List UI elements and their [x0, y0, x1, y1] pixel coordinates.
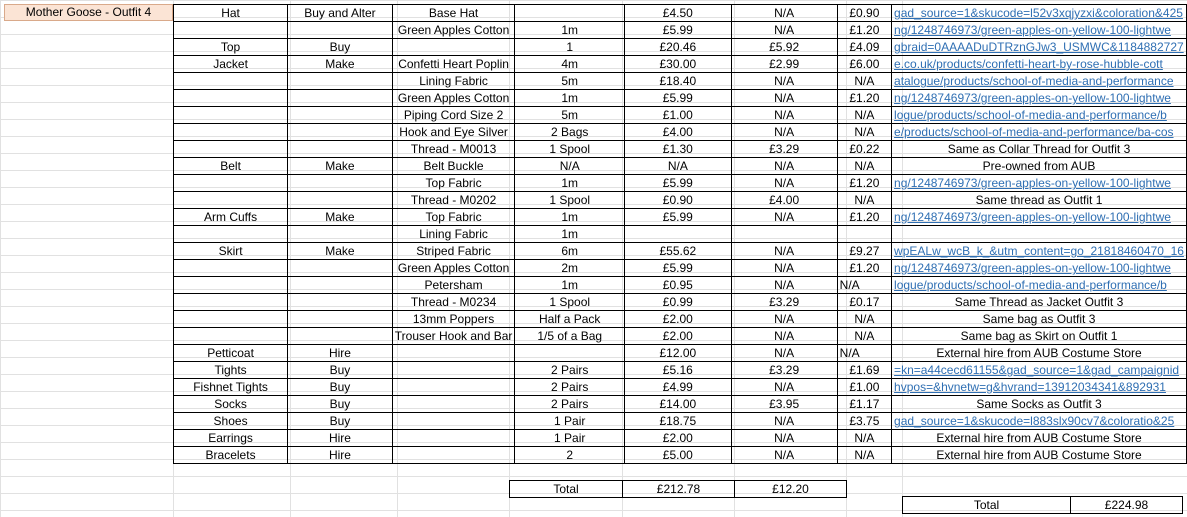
cost-cell[interactable]: £4.00 [625, 124, 732, 141]
cost-cell[interactable]: £0.99 [625, 294, 732, 311]
source-cell[interactable]: ng/1248746973/green-apples-on-yellow-100-lightwe [892, 175, 1187, 192]
item-cell[interactable] [174, 311, 288, 328]
source-cell[interactable]: logue/products/school-of-media-and-performance/b [892, 277, 1187, 294]
postage-cell[interactable]: £3.29 [731, 362, 837, 379]
source-cell[interactable]: Same bag as Skirt on Outfit 1 [892, 328, 1187, 345]
per-unit-cell[interactable]: N/A [837, 277, 891, 294]
quantity-cell[interactable]: 2 Bags [515, 124, 625, 141]
quantity-cell[interactable]: 1m [515, 209, 625, 226]
table-row [174, 294, 1187, 311]
material-cell[interactable]: Lining Fabric [392, 73, 515, 90]
table-row [174, 192, 1187, 209]
per-unit-cell[interactable]: N/A [837, 73, 891, 90]
method-cell[interactable]: Make [288, 209, 393, 226]
material-cell[interactable] [392, 345, 515, 362]
cost-cell[interactable]: £0.90 [625, 192, 732, 209]
table-row [174, 141, 1187, 158]
postage-cell[interactable]: N/A [731, 73, 837, 90]
quantity-cell[interactable]: 2 Pairs [515, 362, 625, 379]
table-row [174, 158, 1187, 175]
per-unit-cell[interactable]: N/A [837, 328, 891, 345]
item-cell[interactable]: Skirt [174, 243, 288, 260]
postage-cell[interactable]: N/A [731, 124, 837, 141]
table-row [174, 311, 1187, 328]
source-cell[interactable]: Same as Collar Thread for Outfit 3 [892, 141, 1187, 158]
source-cell[interactable]: 25&gad_source=1&skucode=l883slx90cv7&coloratio [892, 413, 1187, 430]
item-cell[interactable]: Hat [174, 5, 288, 22]
source-cell[interactable]: ng/1248746973/green-apples-on-yellow-100-lightwe [892, 90, 1187, 107]
source-cell[interactable]: kn=a44cecd61155&gad_source=1&gad_campaignid= [892, 362, 1187, 379]
source-cell[interactable]: Same Thread as Jacket Outfit 3 [892, 294, 1187, 311]
table-row [174, 243, 1187, 260]
item-cell[interactable]: Jacket [174, 56, 288, 73]
per-unit-cell[interactable]: £0.22 [837, 141, 891, 158]
method-cell[interactable] [288, 73, 393, 90]
material-cell[interactable]: 13mm Poppers [392, 311, 515, 328]
method-cell[interactable] [288, 124, 393, 141]
method-cell[interactable] [288, 107, 393, 124]
per-unit-cell[interactable]: £1.00 [837, 379, 891, 396]
source-cell[interactable] [892, 226, 1187, 243]
quantity-cell[interactable]: 1 Pair [515, 413, 625, 430]
postage-cell[interactable]: N/A [731, 328, 837, 345]
cost-cell[interactable]: £20.46 [625, 39, 732, 56]
method-cell[interactable]: Make [288, 56, 393, 73]
table-row [174, 73, 1187, 90]
subtotal-cost[interactable]: £212.78 [623, 481, 735, 498]
per-unit-cell[interactable]: N/A [837, 430, 891, 447]
method-cell[interactable]: Hire [288, 430, 393, 447]
per-unit-cell[interactable]: N/A [837, 158, 891, 175]
cost-cell[interactable]: £5.00 [625, 447, 732, 464]
cost-cell[interactable]: £30.00 [625, 56, 732, 73]
item-cell[interactable] [174, 192, 288, 209]
per-unit-cell[interactable]: N/A [837, 447, 891, 464]
table-row [174, 362, 1187, 379]
material-cell[interactable]: Hook and Eye Silver [392, 124, 515, 141]
postage-cell[interactable]: £5.92 [731, 39, 837, 56]
quantity-cell[interactable]: 1 [515, 39, 625, 56]
grand-total-label[interactable]: Total [903, 497, 1071, 514]
per-unit-cell[interactable]: N/A [837, 192, 891, 209]
table-row [174, 379, 1187, 396]
table-row [174, 107, 1187, 124]
item-cell[interactable] [174, 124, 288, 141]
subtotal-label[interactable]: Total [510, 481, 623, 498]
source-cell[interactable]: External hire from AUB Costume Store [892, 447, 1187, 464]
cost-cell[interactable]: N/A [625, 158, 732, 175]
postage-cell[interactable]: N/A [731, 430, 837, 447]
postage-cell[interactable] [731, 226, 837, 243]
per-unit-cell[interactable]: £4.09 [837, 39, 891, 56]
quantity-cell[interactable]: 1/5 of a Bag [515, 328, 625, 345]
material-cell[interactable]: Thread - M0234 [392, 294, 515, 311]
source-cell[interactable]: 892931&hvpos=&hvnetw=g&hvrand=13912034341 [892, 379, 1187, 396]
per-unit-cell[interactable]: £9.27 [837, 243, 891, 260]
method-cell[interactable]: Buy [288, 413, 393, 430]
table-row [174, 226, 1187, 243]
per-unit-cell[interactable]: £1.20 [837, 209, 891, 226]
method-cell[interactable] [288, 277, 393, 294]
cost-cell[interactable]: £0.95 [625, 277, 732, 294]
method-cell[interactable] [288, 141, 393, 158]
method-cell[interactable] [288, 328, 393, 345]
cost-cell[interactable]: £2.00 [625, 430, 732, 447]
postage-cell[interactable]: N/A [731, 379, 837, 396]
per-unit-cell[interactable]: £0.17 [837, 294, 891, 311]
postage-cell[interactable]: £2.99 [731, 56, 837, 73]
material-cell[interactable]: Green Apples Cotton [392, 22, 515, 39]
material-cell[interactable]: Base Hat [392, 5, 515, 22]
quantity-cell[interactable] [515, 345, 625, 362]
quantity-cell[interactable]: 1 Spool [515, 141, 625, 158]
item-cell[interactable] [174, 226, 288, 243]
per-unit-cell[interactable]: £3.75 [837, 413, 891, 430]
material-cell[interactable]: Thread - M0202 [392, 192, 515, 209]
postage-cell[interactable]: N/A [731, 413, 837, 430]
material-cell[interactable]: Top Fabric [392, 209, 515, 226]
grand-total-value[interactable]: £224.98 [1071, 497, 1183, 514]
table-row [174, 90, 1187, 107]
method-cell[interactable]: Hire [288, 345, 393, 362]
source-cell[interactable]: ng/1248746973/green-apples-on-yellow-100-lightwe [892, 209, 1187, 226]
source-cell[interactable]: 425&gad_source=1&skucode=l52v3xqjyzxi&coloration [892, 5, 1187, 22]
method-cell[interactable]: Buy [288, 39, 393, 56]
cost-cell[interactable]: £12.00 [625, 345, 732, 362]
quantity-cell[interactable]: 4m [515, 56, 625, 73]
postage-cell[interactable]: N/A [731, 260, 837, 277]
per-unit-cell[interactable]: £1.20 [837, 22, 891, 39]
subtotal-table [509, 480, 847, 498]
source-cell[interactable]: Same Socks as Outfit 3 [892, 396, 1187, 413]
cost-cell[interactable]: £5.99 [625, 260, 732, 277]
cost-cell[interactable]: £2.00 [625, 311, 732, 328]
postage-cell[interactable]: N/A [731, 107, 837, 124]
method-cell[interactable]: Buy [288, 362, 393, 379]
item-cell[interactable]: Bracelets [174, 447, 288, 464]
method-cell[interactable]: Buy [288, 379, 393, 396]
method-cell[interactable] [288, 226, 393, 243]
outfit-label-cell[interactable]: Mother Goose - Outfit 4 [4, 4, 173, 21]
table-row [174, 209, 1187, 226]
table-row [174, 430, 1187, 447]
material-cell[interactable]: Piping Cord Size 2 [392, 107, 515, 124]
cost-cell[interactable]: £1.00 [625, 107, 732, 124]
item-cell[interactable] [174, 141, 288, 158]
quantity-cell[interactable]: 1m [515, 175, 625, 192]
cost-cell[interactable]: £5.99 [625, 22, 732, 39]
per-unit-cell[interactable]: £1.69 [837, 362, 891, 379]
source-cell[interactable]: Pre-owned from AUB [892, 158, 1187, 175]
table-row [174, 345, 1187, 362]
table-row [174, 328, 1187, 345]
per-unit-cell[interactable]: £1.20 [837, 175, 891, 192]
item-cell[interactable]: Tights [174, 362, 288, 379]
item-cell[interactable]: Shoes [174, 413, 288, 430]
method-cell[interactable]: Make [288, 243, 393, 260]
quantity-cell[interactable] [515, 5, 625, 22]
method-cell[interactable]: Buy and Alter [288, 5, 393, 22]
material-cell[interactable] [392, 396, 515, 413]
cost-cell[interactable]: £55.62 [625, 243, 732, 260]
source-cell[interactable]: External hire from AUB Costume Store [892, 345, 1187, 362]
item-cell[interactable] [174, 22, 288, 39]
cost-cell[interactable]: £18.40 [625, 73, 732, 90]
quantity-cell[interactable]: 1m [515, 22, 625, 39]
source-cell[interactable]: ng/1248746973/green-apples-on-yellow-100-lightwe [892, 260, 1187, 277]
quantity-cell[interactable]: 1m [515, 277, 625, 294]
cost-cell[interactable]: £4.99 [625, 379, 732, 396]
quantity-cell[interactable]: 1 Spool [515, 294, 625, 311]
quantity-cell[interactable]: 2 [515, 447, 625, 464]
quantity-cell[interactable]: 1 Pair [515, 430, 625, 447]
method-cell[interactable] [288, 90, 393, 107]
table-row [174, 56, 1187, 73]
item-cell[interactable] [174, 107, 288, 124]
table-row [174, 5, 1187, 22]
item-cell[interactable]: Fishnet Tights [174, 379, 288, 396]
grand-total-table [902, 496, 1183, 514]
quantity-cell[interactable]: 2 Pairs [515, 379, 625, 396]
quantity-cell[interactable]: 5m [515, 107, 625, 124]
quantity-cell[interactable]: 2 Pairs [515, 396, 625, 413]
quantity-cell[interactable]: N/A [515, 158, 625, 175]
cost-cell[interactable]: £5.99 [625, 90, 732, 107]
method-cell[interactable] [288, 192, 393, 209]
postage-cell[interactable]: N/A [731, 5, 837, 22]
material-cell[interactable]: Striped Fabric [392, 243, 515, 260]
item-cell[interactable]: Belt [174, 158, 288, 175]
cost-cell[interactable]: £18.75 [625, 413, 732, 430]
item-cell[interactable] [174, 260, 288, 277]
postage-cell[interactable]: £3.29 [731, 141, 837, 158]
quantity-cell[interactable]: 2m [515, 260, 625, 277]
method-cell[interactable] [288, 311, 393, 328]
quantity-cell[interactable]: Half a Pack [515, 311, 625, 328]
method-cell[interactable] [288, 22, 393, 39]
source-cell[interactable]: 1184882727&gbraid=0AAAADuDTRznGJw3_USMWC [892, 39, 1187, 56]
item-cell[interactable]: Top [174, 39, 288, 56]
postage-cell[interactable]: N/A [731, 90, 837, 107]
per-unit-cell[interactable]: £6.00 [837, 56, 891, 73]
material-cell[interactable]: Trouser Hook and Bar [392, 328, 515, 345]
quantity-cell[interactable]: 6m [515, 243, 625, 260]
method-cell[interactable]: Buy [288, 396, 393, 413]
postage-cell[interactable]: N/A [731, 311, 837, 328]
postage-cell[interactable]: N/A [731, 175, 837, 192]
source-cell[interactable]: Same thread as Outfit 1 [892, 192, 1187, 209]
source-cell[interactable]: Same bag as Outfit 3 [892, 311, 1187, 328]
subtotal-postage[interactable]: £12.20 [735, 481, 847, 498]
per-unit-cell[interactable]: £0.90 [837, 5, 891, 22]
cost-cell[interactable]: £5.99 [625, 175, 732, 192]
table-row [174, 396, 1187, 413]
per-unit-cell[interactable]: £1.20 [837, 90, 891, 107]
item-cell[interactable] [174, 294, 288, 311]
method-cell[interactable] [288, 175, 393, 192]
cost-cell[interactable]: £4.50 [625, 5, 732, 22]
material-cell[interactable]: Belt Buckle [392, 158, 515, 175]
cost-cell[interactable]: £2.00 [625, 328, 732, 345]
table-row [174, 413, 1187, 430]
quantity-cell[interactable]: 5m [515, 73, 625, 90]
postage-cell[interactable]: £4.00 [731, 192, 837, 209]
table-row [174, 39, 1187, 56]
item-cell[interactable] [174, 175, 288, 192]
per-unit-cell[interactable]: £1.17 [837, 396, 891, 413]
table-row [174, 260, 1187, 277]
table-row [174, 447, 1187, 464]
table-row [174, 22, 1187, 39]
item-cell[interactable]: Arm Cuffs [174, 209, 288, 226]
table-row [174, 124, 1187, 141]
item-cell[interactable] [174, 73, 288, 90]
per-unit-cell[interactable] [837, 226, 891, 243]
per-unit-cell[interactable]: N/A [837, 311, 891, 328]
item-cell[interactable] [174, 328, 288, 345]
postage-cell[interactable]: N/A [731, 345, 837, 362]
quantity-cell[interactable]: 1 Spool [515, 192, 625, 209]
source-cell[interactable]: External hire from AUB Costume Store [892, 430, 1187, 447]
postage-cell[interactable]: N/A [731, 243, 837, 260]
costume-cost-table [173, 4, 1187, 464]
quantity-cell[interactable]: 1m [515, 90, 625, 107]
material-cell[interactable] [392, 39, 515, 56]
item-cell[interactable] [174, 277, 288, 294]
table-row [174, 277, 1187, 294]
method-cell[interactable] [288, 294, 393, 311]
postage-cell[interactable]: £3.95 [731, 396, 837, 413]
postage-cell[interactable]: N/A [731, 277, 837, 294]
postage-cell[interactable]: N/A [731, 22, 837, 39]
material-cell[interactable] [392, 447, 515, 464]
per-unit-cell[interactable]: N/A [837, 107, 891, 124]
material-cell[interactable]: Thread - M0013 [392, 141, 515, 158]
source-cell[interactable]: e/products/school-of-media-and-performance/ba-cos [892, 124, 1187, 141]
quantity-cell[interactable]: 1m [515, 226, 625, 243]
item-cell[interactable]: Earrings [174, 430, 288, 447]
method-cell[interactable]: Make [288, 158, 393, 175]
postage-cell[interactable]: N/A [731, 158, 837, 175]
cost-cell[interactable]: £5.99 [625, 209, 732, 226]
source-cell[interactable]: e.co.uk/products/confetti-heart-by-rose-hubble-cott [892, 56, 1187, 73]
source-cell[interactable]: wpEALw_wcB_k_&utm_content=go_21818460470_16 [892, 243, 1187, 260]
cost-cell[interactable]: £1.30 [625, 141, 732, 158]
material-cell[interactable] [392, 413, 515, 430]
method-cell[interactable]: Hire [288, 447, 393, 464]
source-cell[interactable]: ng/1248746973/green-apples-on-yellow-100-lightwe [892, 22, 1187, 39]
postage-cell[interactable]: N/A [731, 447, 837, 464]
source-cell[interactable]: logue/products/school-of-media-and-performance/b [892, 107, 1187, 124]
item-cell[interactable]: Petticoat [174, 345, 288, 362]
cost-cell[interactable]: £5.16 [625, 362, 732, 379]
item-cell[interactable]: Socks [174, 396, 288, 413]
item-cell[interactable] [174, 90, 288, 107]
table-row [174, 175, 1187, 192]
material-cell[interactable]: Top Fabric [392, 175, 515, 192]
material-cell[interactable]: Green Apples Cotton [392, 260, 515, 277]
material-cell[interactable] [392, 379, 515, 396]
per-unit-cell[interactable]: £1.20 [837, 260, 891, 277]
material-cell[interactable]: Lining Fabric [392, 226, 515, 243]
method-cell[interactable] [288, 260, 393, 277]
per-unit-cell[interactable]: N/A [837, 124, 891, 141]
per-unit-cell[interactable]: N/A [837, 345, 891, 362]
material-cell[interactable] [392, 430, 515, 447]
cost-cell[interactable]: £14.00 [625, 396, 732, 413]
postage-cell[interactable]: N/A [731, 209, 837, 226]
material-cell[interactable] [392, 362, 515, 379]
source-cell[interactable]: atalogue/products/school-of-media-and-performance [892, 73, 1187, 90]
material-cell[interactable]: Petersham [392, 277, 515, 294]
cost-cell[interactable] [625, 226, 732, 243]
material-cell[interactable]: Confetti Heart Poplin [392, 56, 515, 73]
postage-cell[interactable]: £3.29 [731, 294, 837, 311]
material-cell[interactable]: Green Apples Cotton [392, 90, 515, 107]
